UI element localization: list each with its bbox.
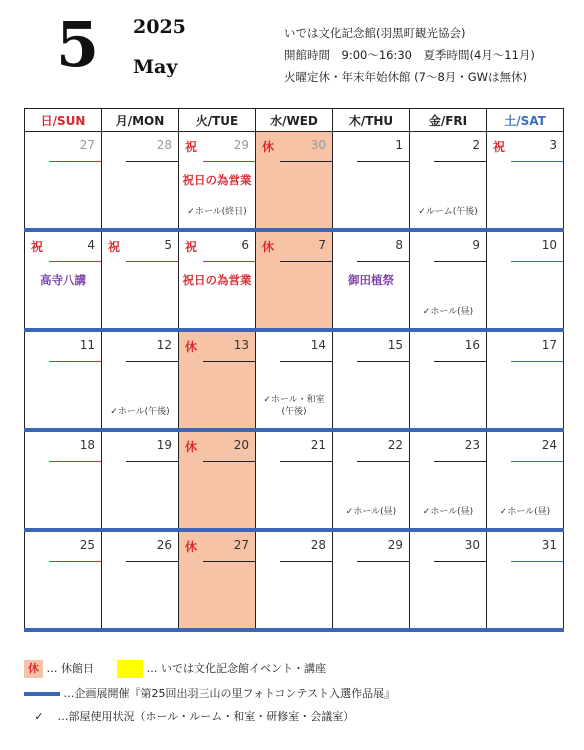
date-underline (434, 161, 486, 162)
check-icon: ✓ (34, 710, 44, 723)
legend-closed (24, 660, 326, 678)
date-underline (434, 361, 486, 362)
info-line-closed: 火曜定休・年末年始休館 (7〜8月・GWは無休) (284, 70, 528, 84)
day-number: 10 (541, 238, 557, 252)
day-cell-friday (410, 230, 487, 330)
date-underline (49, 361, 101, 362)
date-underline (49, 561, 101, 562)
date-underline (511, 261, 563, 262)
room-usage-time: (午後) (281, 407, 307, 417)
day-number: 29 (387, 538, 403, 552)
date-underline (49, 161, 101, 162)
info-line-hours: 開館時間 9:00〜16:30 夏季時間(4月〜11月) (284, 48, 535, 62)
event-label: 御田植祭 (348, 273, 394, 287)
day-cell-saturday (487, 132, 564, 231)
day-cell-saturday (487, 230, 564, 330)
legend-room (24, 708, 354, 724)
day-cell-sunday (25, 132, 102, 231)
day-number: 2 (472, 138, 480, 152)
day-number: 19 (156, 438, 172, 452)
day-cell-friday (410, 430, 487, 530)
day-number: 15 (387, 338, 403, 352)
calendar-week-row (25, 132, 564, 231)
day-cell-saturday (487, 530, 564, 630)
weekday-thursday: 木/THU (333, 109, 410, 132)
holiday-marker: 祝 (493, 140, 506, 154)
day-cell-monday (102, 330, 179, 430)
event-label: 高寺八講 (40, 273, 86, 287)
room-usage (410, 206, 486, 218)
date-underline (511, 361, 563, 362)
date-underline (203, 561, 255, 562)
date-underline (357, 361, 409, 362)
day-number: 7 (318, 238, 326, 252)
date-underline (126, 261, 178, 262)
room-usage-text: ✓ホール(午後) (110, 407, 170, 417)
day-number: 12 (156, 338, 172, 352)
day-cell-tuesday (179, 430, 256, 530)
date-underline (511, 561, 563, 562)
day-number: 23 (464, 438, 480, 452)
day-number: 27 (79, 138, 95, 152)
day-cell-friday (410, 530, 487, 630)
day-number: 16 (464, 338, 480, 352)
day-number: 22 (387, 438, 403, 452)
room-usage (102, 406, 178, 418)
closed-marker: 休 (185, 440, 198, 454)
date-underline (126, 161, 178, 162)
closed-day-label: … 休館日 (46, 662, 94, 675)
date-underline (511, 461, 563, 462)
event-label: … いでは文化記念館イベント・講座 (146, 662, 326, 675)
date-underline (49, 261, 101, 262)
year: 2025 (133, 16, 186, 38)
month-english: May (133, 56, 178, 78)
room-usage-text: ✓ホール(昼) (422, 507, 474, 517)
day-cell-tuesday (179, 330, 256, 430)
day-cell-tuesday (179, 132, 256, 231)
day-cell-monday (102, 430, 179, 530)
day-cell-thursday (333, 132, 410, 231)
room-usage-label: …部屋使用状況（ホール・ルーム・和室・研修室・会議室） (57, 710, 355, 723)
info-line-name: いでは文化記念館(羽黒町観光協会) (284, 26, 466, 40)
day-number: 21 (310, 438, 326, 452)
calendar-week-row (25, 530, 564, 630)
weekday-monday: 月/MON (102, 109, 179, 132)
event-swatch (117, 660, 143, 678)
calendar-week-row (25, 430, 564, 530)
room-usage-text: ✓ホール(昼) (422, 307, 474, 317)
date-underline (434, 261, 486, 262)
room-usage (487, 506, 563, 518)
day-cell-friday (410, 132, 487, 231)
room-usage-text: ✓ルーム(午後) (418, 207, 478, 217)
date-underline (203, 161, 255, 162)
holiday-marker: 祝 (185, 240, 198, 254)
date-underline (357, 161, 409, 162)
closed-marker: 休 (185, 540, 198, 554)
date-underline (511, 161, 563, 162)
day-number: 28 (156, 138, 172, 152)
event-label: 祝日の為営業 (182, 173, 252, 187)
date-underline (357, 461, 409, 462)
room-usage (410, 506, 486, 518)
date-underline (357, 561, 409, 562)
date-underline (434, 561, 486, 562)
closed-day-swatch: 休 (24, 660, 43, 678)
day-cell-sunday (25, 230, 102, 330)
day-number: 3 (549, 138, 557, 152)
day-number: 24 (541, 438, 557, 452)
date-underline (280, 561, 332, 562)
event-label: 祝日の為営業 (182, 273, 252, 287)
day-cell-wednesday (256, 330, 333, 430)
date-underline (203, 261, 255, 262)
day-cell-thursday (333, 530, 410, 630)
room-usage-text: ✓ホール・和室 (263, 395, 325, 405)
day-number: 28 (310, 538, 326, 552)
room-usage (179, 206, 255, 218)
day-cell-saturday (487, 330, 564, 430)
weekday-tuesday: 火/TUE (179, 109, 256, 132)
legend-exhibit (24, 685, 395, 701)
day-cell-monday (102, 230, 179, 330)
day-cell-friday (410, 330, 487, 430)
day-number: 11 (79, 338, 95, 352)
date-underline (49, 461, 101, 462)
date-underline (280, 161, 332, 162)
calendar-week-row (25, 330, 564, 430)
date-underline (203, 461, 255, 462)
day-cell-tuesday (179, 230, 256, 330)
day-number: 26 (156, 538, 172, 552)
date-underline (203, 361, 255, 362)
day-number: 30 (464, 538, 480, 552)
room-usage-text: ✓ホール(終日) (187, 207, 247, 217)
day-number: 20 (233, 438, 249, 452)
weekday-friday: 金/FRI (410, 109, 487, 132)
day-cell-sunday (25, 530, 102, 630)
holiday-marker: 祝 (31, 240, 44, 254)
weekday-sunday: 日/SUN (25, 109, 102, 132)
calendar-week-row (25, 230, 564, 330)
closed-marker: 休 (262, 140, 275, 154)
day-number: 25 (79, 538, 95, 552)
date-underline (126, 561, 178, 562)
room-usage (333, 506, 409, 518)
day-cell-monday (102, 132, 179, 231)
day-cell-monday (102, 530, 179, 630)
calendar-grid (24, 108, 564, 632)
day-number: 9 (472, 238, 480, 252)
closed-marker: 休 (185, 340, 198, 354)
day-number: 1 (395, 138, 403, 152)
weekday-header-row (25, 109, 564, 132)
holiday-marker: 祝 (108, 240, 121, 254)
day-cell-tuesday (179, 530, 256, 630)
day-cell-wednesday (256, 230, 333, 330)
day-number: 27 (233, 538, 249, 552)
month-number: 5 (56, 8, 100, 81)
closed-marker: 休 (262, 240, 275, 254)
date-underline (357, 261, 409, 262)
day-number: 30 (310, 138, 326, 152)
day-number: 13 (233, 338, 249, 352)
day-number: 17 (541, 338, 557, 352)
day-cell-sunday (25, 430, 102, 530)
day-number: 29 (233, 138, 249, 152)
exhibit-line-swatch (24, 692, 60, 696)
date-underline (126, 361, 178, 362)
day-number: 18 (79, 438, 95, 452)
day-cell-wednesday (256, 132, 333, 231)
day-number: 5 (164, 238, 172, 252)
day-number: 14 (310, 338, 326, 352)
day-cell-wednesday (256, 430, 333, 530)
room-usage-text: ✓ホール(昼) (345, 507, 397, 517)
day-cell-wednesday (256, 530, 333, 630)
date-underline (434, 461, 486, 462)
day-number: 31 (541, 538, 557, 552)
date-underline (280, 461, 332, 462)
weekday-wednesday: 水/WED (256, 109, 333, 132)
room-usage-text: ✓ホール(昼) (499, 507, 551, 517)
holiday-marker: 祝 (185, 140, 198, 154)
day-number: 4 (87, 238, 95, 252)
museum-info (284, 22, 535, 88)
day-cell-sunday (25, 330, 102, 430)
room-usage (256, 394, 332, 418)
date-underline (280, 261, 332, 262)
room-usage (410, 306, 486, 318)
exhibit-label: …企画展開催『第25回出羽三山の里フォトコンテスト入選作品展』 (63, 687, 396, 700)
day-cell-thursday (333, 330, 410, 430)
day-number: 6 (241, 238, 249, 252)
day-cell-thursday (333, 430, 410, 530)
date-underline (280, 361, 332, 362)
day-cell-saturday (487, 430, 564, 530)
weekday-saturday: 土/SAT (487, 109, 564, 132)
day-number: 8 (395, 238, 403, 252)
day-cell-thursday (333, 230, 410, 330)
date-underline (126, 461, 178, 462)
